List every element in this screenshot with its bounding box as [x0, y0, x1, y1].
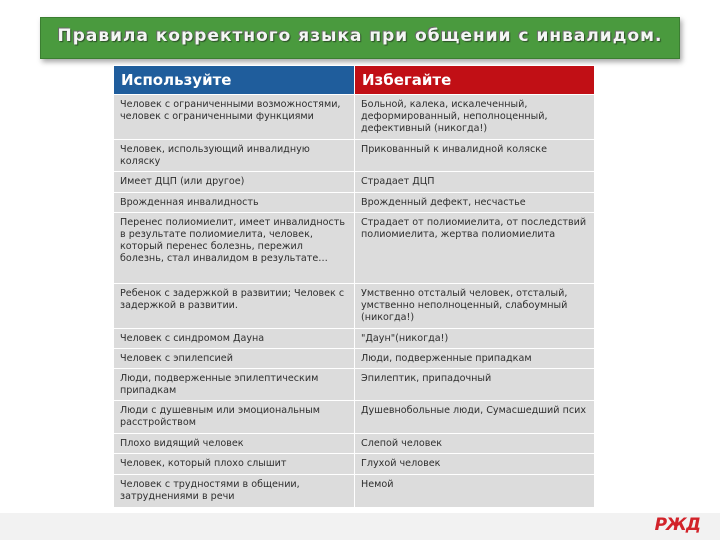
use-cell: Человек с эпилепсией	[114, 349, 355, 369]
use-cell: Человек, использующий инвалидную коляску	[114, 140, 355, 172]
avoid-cell: Эпилептик, припадочный	[355, 369, 595, 401]
avoid-cell: Страдает ДЦП	[355, 172, 595, 193]
header-use: Используйте	[114, 66, 355, 95]
avoid-cell: Умственно отсталый человек, отсталый, умственно неполноценный, слабоумный (никогда!)	[355, 284, 595, 329]
avoid-cell: Больной, калека, искалеченный, деформированный, неполноценный, дефективный (никогда!)	[355, 95, 595, 140]
use-cell: Человек, который плохо слышит	[114, 454, 355, 475]
table-row	[114, 454, 595, 475]
table-row	[114, 329, 595, 349]
table-row	[114, 349, 595, 369]
table-row	[114, 434, 595, 454]
header-avoid: Избегайте	[355, 66, 595, 95]
table-row	[114, 475, 595, 508]
use-cell: Люди с душевным или эмоциональным расстройством	[114, 401, 355, 434]
table-row	[114, 193, 595, 213]
use-cell: Врожденная инвалидность	[114, 193, 355, 213]
table-row	[114, 140, 595, 172]
avoid-cell: Немой	[355, 475, 595, 508]
avoid-cell: Люди, подверженные припадкам	[355, 349, 595, 369]
use-cell: Ребенок с задержкой в развитии; Человек с задержкой в развитии.	[114, 284, 355, 329]
language-rules-table	[113, 65, 595, 508]
slide-title: Правила корректного языка при общении с инвалидом.	[57, 26, 663, 46]
table-header-row	[114, 66, 595, 95]
use-cell: Человек с синдромом Дауна	[114, 329, 355, 349]
table-row	[114, 95, 595, 140]
rzd-logo: РЖД	[654, 515, 700, 535]
avoid-cell: Врожденный дефект, несчастье	[355, 193, 595, 213]
footer-band	[0, 513, 720, 540]
avoid-cell: Страдает от полиомиелита, от последствий полиомиелита, жертва полиомиелита	[355, 213, 595, 284]
use-cell: Имеет ДЦП (или другое)	[114, 172, 355, 193]
use-cell: Перенес полиомиелит, имеет инвалидность в результате полиомиелита, человек, который перенес болезнь, пережил болезнь, стал инвалидом в результате…	[114, 213, 355, 284]
avoid-cell: Прикованный к инвалидной коляске	[355, 140, 595, 172]
table-row	[114, 284, 595, 329]
avoid-cell: Глухой человек	[355, 454, 595, 475]
use-cell: Человек с трудностями в общении, затруднениями в речи	[114, 475, 355, 508]
avoid-cell: "Даун"(никогда!)	[355, 329, 595, 349]
table-row	[114, 213, 595, 284]
avoid-cell: Душевнобольные люди, Сумасшедший псих	[355, 401, 595, 434]
avoid-cell: Слепой человек	[355, 434, 595, 454]
use-cell: Люди, подверженные эпилептическим припадкам	[114, 369, 355, 401]
table-row	[114, 401, 595, 434]
use-cell: Плохо видящий человек	[114, 434, 355, 454]
use-cell: Человек с ограниченными возможностями, человек с ограниченными функциями	[114, 95, 355, 140]
table-row	[114, 369, 595, 401]
title-banner	[40, 17, 680, 59]
table-row	[114, 172, 595, 193]
